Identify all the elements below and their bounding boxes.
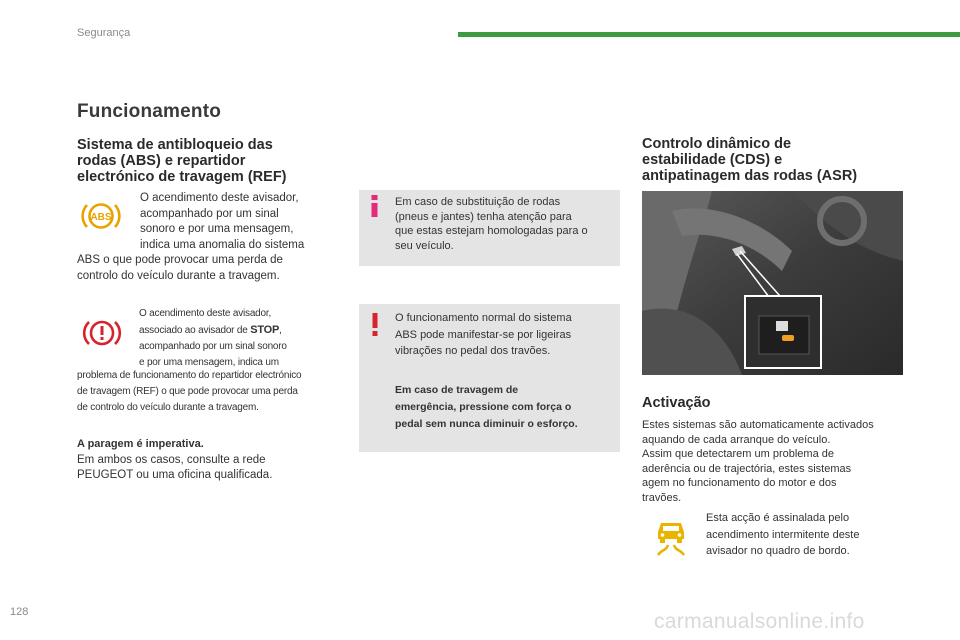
info-icon: [368, 192, 382, 227]
esc-skid-icon: [652, 519, 690, 562]
dashboard-photo: [642, 191, 903, 375]
stop-warning-text-full: problema de funcionamento do repartidor electrónico de travagem (REF) o que pode provocar uma perda de controlo do veículo durante a travagem.: [77, 370, 302, 413]
warning-panel: [359, 304, 620, 452]
abs-warning-text-indented: O acendimento deste avisador, acompanhado por um sinal sonoro e por uma mensagem, indica uma anomalia do sistema: [140, 192, 305, 251]
activation-heading: Activação: [642, 395, 711, 411]
esc-indicator-text: Esta acção é assinalada pelo acendimento intermitente deste avisador no quadro de bordo.: [706, 512, 860, 557]
stop-imperative-note: A paragem é imperativa. Em ambos os casos, consulte a rede PEUGEOT ou uma oficina qualificada.: [77, 438, 273, 481]
brake-warning-icon: [82, 316, 122, 355]
page-title: Funcionamento: [77, 101, 222, 122]
warning-panel-emergency-text: Em caso de travagem de emergência, pressione com força o pedal sem nunca diminuir o esforço.: [395, 384, 578, 430]
cds-heading: Controlo dinâmico de estabilidade (CDS) e antipatinagem das rodas (ASR): [642, 136, 858, 184]
activation-text: Estes sistemas são automaticamente activados aquando de cada arranque do veículo. Assim que detectarem um problema de aderência ou de trajectória, estes sistemas agem no funcionamento do motor e dos travões.: [642, 419, 874, 504]
section-accent-bar: [458, 32, 960, 37]
exclamation-icon: [370, 311, 380, 344]
warning-panel-text: O funcionamento normal do sistema ABS pode manifestar-se por ligeiras vibrações no pedal dos travões.: [395, 312, 572, 357]
abs-warning-text-full: ABS o que pode provocar uma perda de controlo do veículo durante a travagem.: [77, 254, 283, 282]
abs-heading: Sistema de antibloqueio das rodas (ABS) e repartidor electrónico de travagem (REF): [77, 137, 287, 185]
svg-text:ABS: ABS: [90, 212, 112, 223]
stop-warning-text-indented: O acendimento deste avisador, associado ao avisador de STOP, acompanhado por um sinal sonoro e por uma mensagem, indica um: [139, 308, 287, 368]
info-panel-text: Em caso de substituição de rodas (pneus e jantes) tenha atenção para que estas estejam homologadas para o seu veículo.: [395, 196, 588, 252]
section-label: Segurança: [77, 27, 131, 39]
abs-warning-icon: [80, 199, 122, 238]
watermark: carmanualsonline.info: [654, 610, 865, 633]
page-number: 128: [10, 606, 29, 618]
info-panel: [359, 190, 620, 266]
